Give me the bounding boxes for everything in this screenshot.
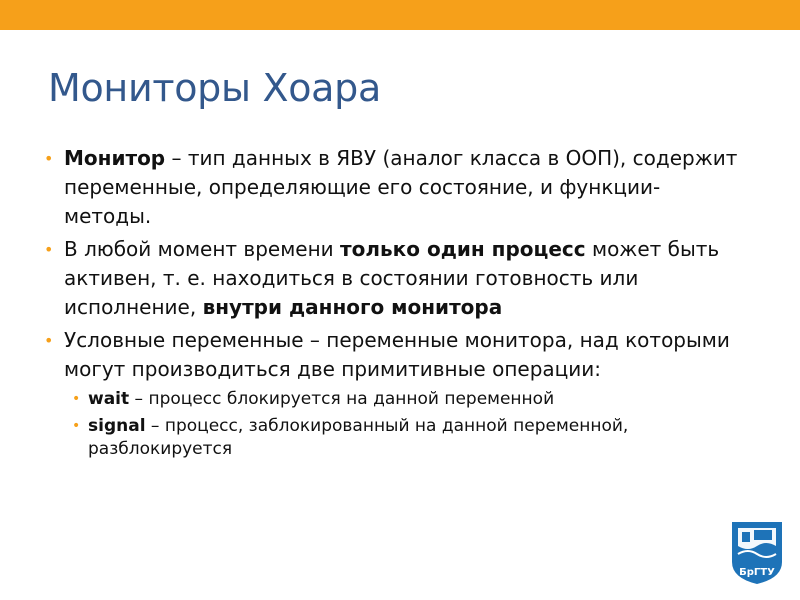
sub-bullet-wait [44, 388, 744, 411]
bullet-text: – процесс, заблокированный на данной переменной, разблокируется [88, 416, 629, 459]
logo-text: БрГТУ [739, 567, 775, 578]
slide-title: Мониторы Хоара [48, 66, 381, 110]
bullet-dot-icon: • [72, 418, 81, 434]
bullet-monitor-definition [44, 144, 744, 231]
bullet-bold-term: Монитор [64, 146, 166, 170]
bullet-condition-variables [44, 326, 744, 384]
bullet-dot-icon: • [72, 391, 81, 407]
bullet-text: может быть активен, т. е. находиться в состоянии готовность или исполнение, [64, 237, 720, 319]
university-logo-icon [728, 518, 786, 586]
bullet-dot-icon: • [44, 240, 54, 259]
slide-content [44, 144, 744, 465]
bullet-dot-icon: • [44, 149, 54, 168]
bullet-bold-term: только один процесс [340, 237, 586, 261]
top-accent-bar [0, 0, 800, 30]
bullet-dot-icon: • [44, 331, 54, 350]
bullet-bold-term: wait [88, 389, 130, 409]
bullet-text: Условные переменные – переменные монитора, над которыми могут производиться две примитивные операции: [64, 328, 730, 381]
sub-bullet-signal [44, 415, 744, 461]
university-logo-graphic [728, 518, 786, 586]
bullet-text: – тип данных в ЯВУ (аналог класса в ООП), содержит переменные, определяющие его состояние, и функции-методы. [64, 146, 738, 228]
bullet-bold-term: signal [88, 416, 146, 436]
bullet-bold-term: внутри данного монитора [202, 295, 503, 319]
bullet-single-process [44, 235, 744, 322]
bullet-text: В любой момент времени [64, 237, 341, 261]
bullet-text: – процесс блокируется на данной переменной [129, 389, 555, 409]
